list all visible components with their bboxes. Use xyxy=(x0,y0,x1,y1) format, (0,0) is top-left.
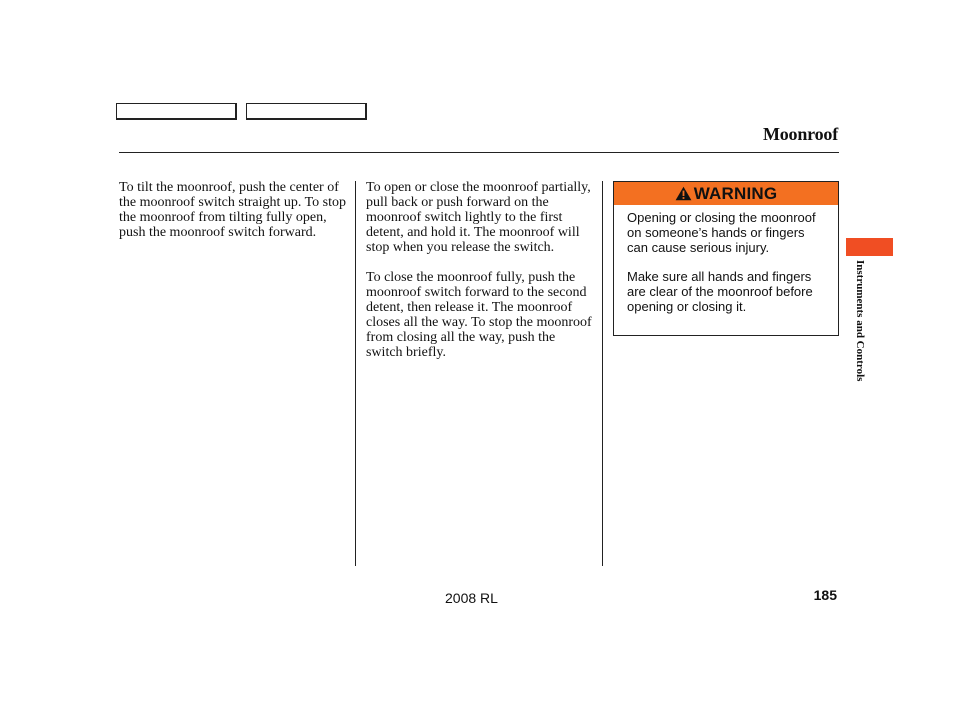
paragraph-tilt: To tilt the moonroof, push the center of the moonroof switch straight up. To stop the moonroof from tilting fully open, push the moonroof switch forward. xyxy=(119,180,347,240)
warning-box xyxy=(613,181,839,336)
title-divider xyxy=(119,152,839,153)
warning-header xyxy=(614,182,838,205)
column-divider xyxy=(355,181,356,566)
page-number: 185 xyxy=(813,587,837,603)
footer-model: 2008 RL xyxy=(445,590,498,606)
nav-button-next[interactable] xyxy=(246,103,367,120)
paragraph-open-close: To open or close the moonroof partially, pull back or push forward on the moonroof switch lightly to the first detent, and hold it. The moonroof will stop when you release the switch. xyxy=(366,180,591,255)
warning-paragraph: Make sure all hands and fingers are clear of the moonroof before opening or closing it. xyxy=(627,269,813,314)
nav-button-previous[interactable] xyxy=(116,103,237,120)
paragraph-close-fully: To close the moonroof fully, push the moonroof switch forward to the second detent, then release it. The moonroof closes all the way. To stop the moonroof from closing all the way, push the switch briefly. xyxy=(366,270,592,360)
column-divider xyxy=(602,181,603,566)
page-title: Moonroof xyxy=(762,124,838,144)
section-label: Instruments and Controls xyxy=(854,260,866,382)
section-tab xyxy=(846,238,893,256)
warning-paragraph: Opening or closing the moonroof on someone’s hands or fingers can cause serious injury. xyxy=(627,210,816,255)
text-column-1 xyxy=(119,180,348,255)
warning-triangle-icon xyxy=(675,186,692,201)
warning-label: WARNING xyxy=(693,183,778,203)
warning-body xyxy=(614,205,838,314)
text-column-2 xyxy=(366,180,594,375)
